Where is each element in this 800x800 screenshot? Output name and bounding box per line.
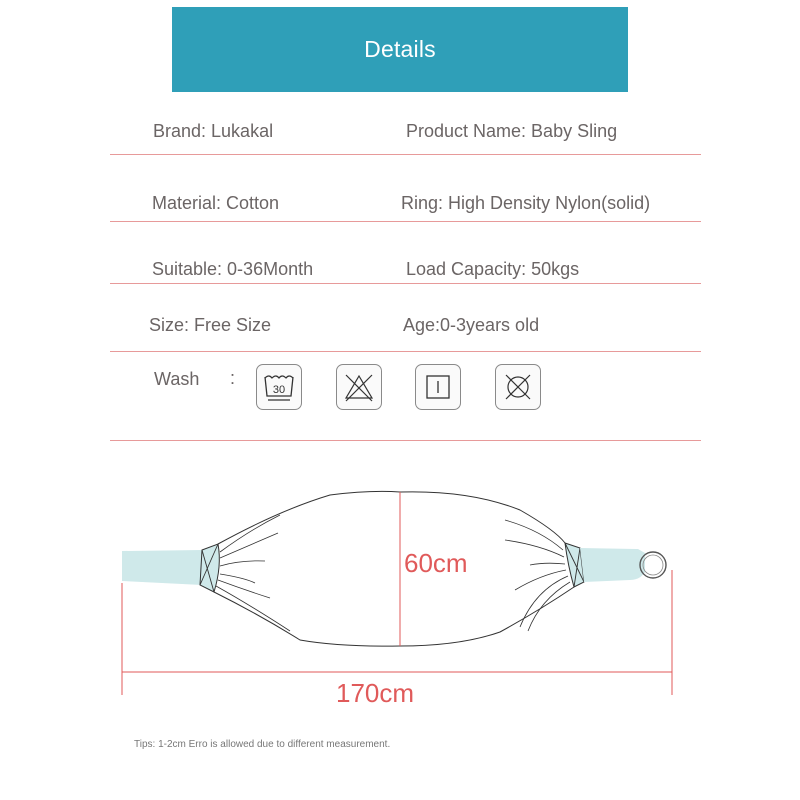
wash-label: Wash bbox=[154, 369, 200, 389]
height-dimension-label: 60cm bbox=[404, 548, 468, 578]
spec-load-capacity: Load Capacity: 50kgs bbox=[406, 259, 580, 279]
details-banner bbox=[172, 7, 628, 92]
sling-diagram bbox=[0, 470, 800, 730]
do-not-tumble-dry-icon bbox=[495, 364, 541, 410]
measurement-tips: Tips: 1-2cm Erro is allowed due to different measurement. bbox=[134, 739, 391, 750]
divider bbox=[110, 351, 701, 352]
width-dimension-label: 170cm bbox=[336, 678, 415, 708]
do-not-bleach-icon bbox=[336, 364, 382, 410]
spec-size: Size: Free Size bbox=[149, 315, 272, 335]
divider bbox=[110, 440, 701, 441]
divider bbox=[110, 283, 701, 284]
spec-product-name: Product Name: Baby Sling bbox=[406, 121, 618, 141]
divider bbox=[110, 221, 701, 222]
divider bbox=[110, 154, 701, 155]
spec-brand: Brand: Lukakal bbox=[153, 121, 274, 141]
spec-ring: Ring: High Density Nylon(solid) bbox=[401, 193, 651, 213]
wash-colon: : bbox=[230, 368, 236, 388]
wash-30-icon bbox=[256, 364, 302, 410]
spec-age: Age:0-3years old bbox=[403, 315, 540, 335]
spec-material: Material: Cotton bbox=[152, 193, 280, 213]
svg-text:30: 30 bbox=[272, 384, 286, 396]
spec-suitable: Suitable: 0-36Month bbox=[152, 259, 314, 279]
line-dry-icon bbox=[415, 364, 461, 410]
banner-title: Details bbox=[364, 36, 436, 62]
